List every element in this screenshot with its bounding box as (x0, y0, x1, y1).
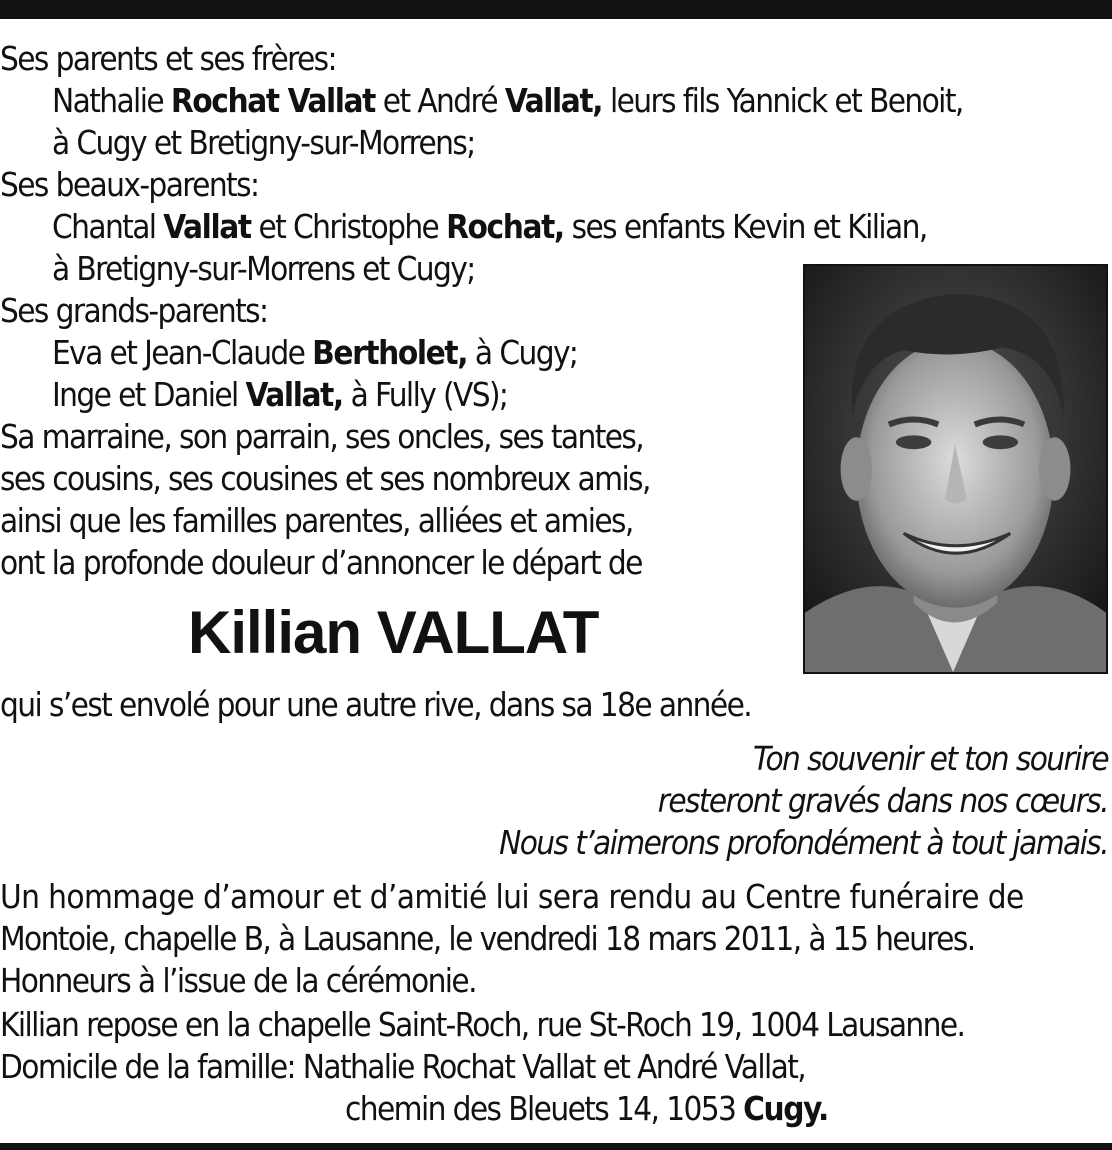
portrait-image (805, 266, 1106, 672)
inlaws-line-1: Chantal Vallat et Christophe Rochat, ses enfants Kevin et Kilian, (52, 207, 927, 246)
departure-line: qui s’est envolé pour une autre rive, dans sa 18e année. (0, 685, 752, 724)
ceremony-line-2: Montoie, chapelle B, à Lausanne, le vendredi 18 mars 2011, à 15 heures. (0, 919, 975, 958)
others-line-2: ses cousins, ses cousines et ses nombreux amis, (0, 459, 650, 498)
quote-line-3: Nous t’aimerons profondément à tout jamais. (499, 823, 1108, 862)
bottom-rule (0, 1143, 1112, 1150)
ceremony-line-1: Un hommage d’amour et d’amitié lui sera rendu au Centre funéraire de (0, 877, 1024, 916)
others-line-4: ont la profonde douleur d’annoncer le départ de (0, 543, 642, 582)
grandparents-line-1: Eva et Jean-Claude Bertholet, à Cugy; (52, 333, 578, 372)
parents-line-1: Nathalie Rochat Vallat et André Vallat, leurs fils Yannick et Benoit, (52, 81, 963, 120)
ceremony-line-3: Honneurs à l’issue de la cérémonie. (0, 961, 476, 1000)
deceased-name: Killian VALLAT (188, 599, 599, 666)
others-line-3: ainsi que les familles parentes, alliées et amies, (0, 501, 633, 540)
grandparents-line-2: Inge et Daniel Vallat, à Fully (VS); (52, 375, 508, 414)
ceremony-line-5: Domicile de la famille: Nathalie Rochat Vallat et André Vallat, (0, 1047, 806, 1086)
top-rule (0, 0, 1112, 19)
grandparents-heading: Ses grands-parents: (0, 291, 268, 330)
inlaws-heading: Ses beaux-parents: (0, 165, 259, 204)
parents-line-2: à Cugy et Bretigny-sur-Morrens; (52, 123, 475, 162)
others-line-1: Sa marraine, son parrain, ses oncles, ses tantes, (0, 417, 644, 456)
inlaws-line-2: à Bretigny-sur-Morrens et Cugy; (52, 249, 475, 288)
ceremony-line-4: Killian repose en la chapelle Saint-Roch, rue St-Roch 19, 1004 Lausanne. (0, 1005, 965, 1044)
portrait-photo (803, 264, 1108, 674)
quote-line-2: resteront gravés dans nos cœurs. (657, 781, 1108, 820)
parents-heading: Ses parents et ses frères: (0, 39, 336, 78)
ceremony-line-6: chemin des Bleuets 14, 1053 Cugy. (345, 1089, 828, 1128)
quote-line-1: Ton souvenir et ton sourire (753, 739, 1108, 778)
